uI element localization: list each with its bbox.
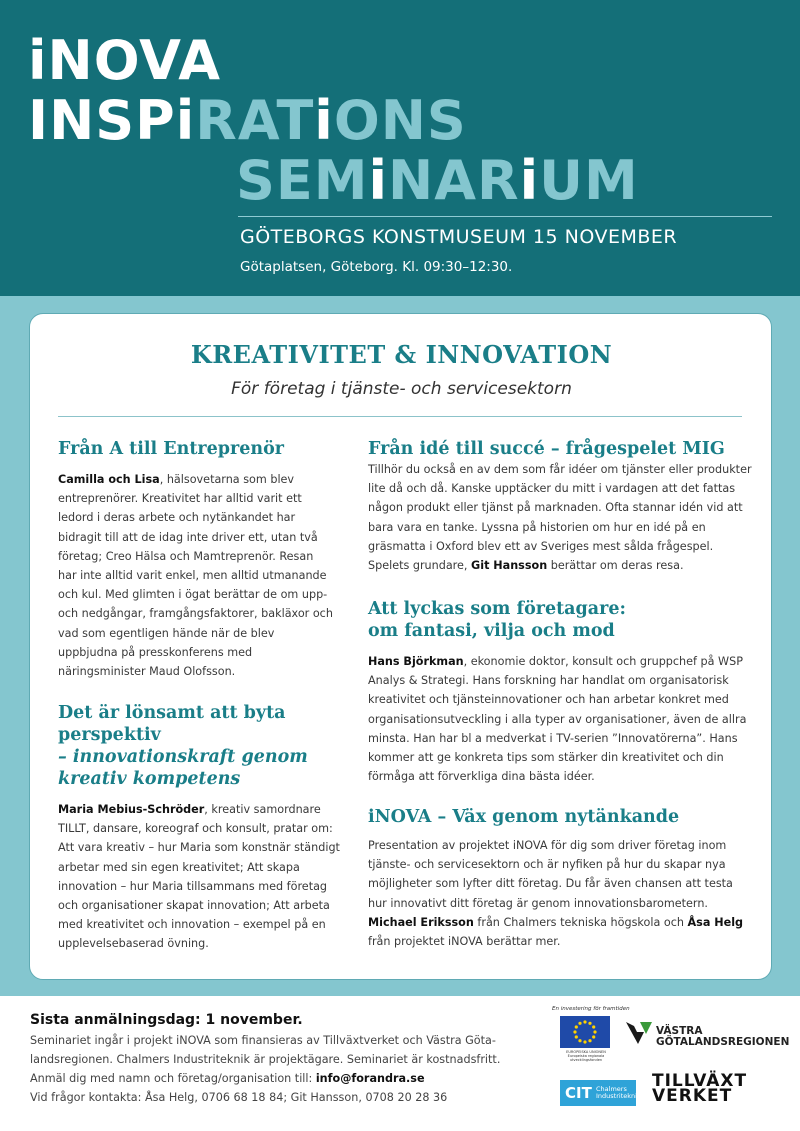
vgr-line: VÄSTRA: [656, 1025, 703, 1037]
title-line-seminarium: [236, 149, 639, 212]
footer-line: Vid frågor kontakta: Åsa Helg, 0706 68 18 84; Git Hansson, 0708 20 28 36: [30, 1091, 448, 1104]
section-body: [58, 800, 342, 954]
logo-caption: En investering för framtiden: [552, 1006, 630, 1012]
header-band: [0, 0, 800, 296]
title-nova: NOVA: [47, 29, 222, 92]
registration-deadline: Sista anmälningsdag: 1 november.: [30, 1012, 303, 1028]
vgr-line: GÖTALANDSREGIONEN: [656, 1036, 790, 1048]
section-heading: Från A till Entreprenör: [58, 439, 284, 459]
heading-line: kreativ kompetens: [58, 769, 241, 789]
cit-line: Industriteknik: [596, 1092, 641, 1100]
footer-line: Seminariet ingår i projekt iNOVA som finansieras av Tillväxtverket och Västra Göta-: [30, 1034, 496, 1047]
section-text: från Chalmers tekniska högskola och: [473, 915, 688, 929]
title-frag: ONS: [333, 89, 467, 152]
speaker-name: Maria Mebius-Schröder: [58, 803, 205, 816]
section-text: , hälsovetarna som blev entreprenörer. Kreativitet har alltid varit ett ledord i deras arbete och nytänkandet har bidragit till att de idag inte driver ett, utan två företag; Creo Hälsa och Mamtreprenör. Resan har inte alltid varit enkel, men alltid utmanande och kul. Med glimten i ögat berättar de om upp- och nedgångar, framgångsfaktorer, bakläxor och vad som egentligen hände när de blev uppbjudna på presskonferens med näringsminister Maud Olofsson.: [58, 473, 333, 679]
card-subtitle: För företag i tjänste- och servicesektorn: [231, 379, 572, 399]
card-divider: [58, 416, 742, 417]
title-frag: UM: [539, 149, 639, 212]
footer-line: landsregionen. Chalmers Industriteknik är projektägare. Seminariet är kostnadsfritt.: [30, 1053, 501, 1066]
cit-logo-text: [596, 1086, 641, 1100]
section-text: berättar om deras resa.: [547, 559, 684, 573]
section-text: från projektet iNOVA berättar mer.: [368, 935, 561, 949]
eu-logo-text: EUROPEISKA UNIONEN Europeiska regionala utvecklingsfonden: [566, 1050, 606, 1062]
heading-line: om fantasi, vilja och mod: [368, 621, 615, 641]
cit-line: Chalmers: [596, 1085, 627, 1093]
footer-text: Anmäl dig med namn och företag/organisation till:: [30, 1072, 316, 1085]
title-frag: NAR: [388, 149, 520, 212]
card-title: KREATIVITET & INNOVATION: [190, 340, 613, 369]
section-heading: iNOVA – Väx genom nytänkande: [368, 807, 680, 827]
venue-date: GÖTEBORGS KONSTMUSEUM 15 NOVEMBER: [240, 226, 678, 248]
speaker-name: Git Hansson: [471, 559, 548, 573]
title-i: i: [28, 29, 48, 92]
tv-line: TILLVÄXT: [652, 1071, 748, 1091]
email-link[interactable]: info@forandra.se: [315, 1072, 425, 1085]
speaker-name: Michael Eriksson: [368, 915, 474, 929]
vgr-logo-icon: [624, 1018, 654, 1048]
heading-line: Det är lönsamt att byta: [58, 703, 286, 723]
section-text: Presentation av projektet iNOVA för dig som driver företag inom tjänste- och servicesektorn och är nyfiken på hur du skapar nya möjligheter som lyfter ditt företag. Du får även chansen att testa hur innovativt ditt företag är genom innovationsbarometern.: [368, 839, 733, 910]
section-body: [368, 836, 752, 951]
footer-line: [30, 1072, 425, 1085]
title-frag: RAT: [195, 89, 315, 152]
header-divider: [238, 216, 772, 217]
heading-line: Att lyckas som företagare:: [368, 599, 626, 619]
eu-stars-icon: [560, 1016, 610, 1048]
section-text: , kreativ samordnare TILLT, dansare, koreograf och konsult, pratar om: Att vara kreativ – hur Maria som konstnär ständigt arbetar med sin egen kreativitet; Att skapa innovation – hur Maria tillsammans med företag och organisationer skapat innovation; Att arbeta med kreativitet och innovation – exempel på en upplevelsebaserad övning.: [58, 803, 340, 951]
title-line-inspirations: [28, 89, 467, 152]
eu-flag-icon: [560, 1016, 610, 1048]
section-heading: Från idé till succé – frågespelet MIG: [368, 439, 725, 459]
title-frag: I: [28, 89, 50, 152]
cit-logo-mark: CIT: [565, 1084, 592, 1102]
footer: [0, 996, 800, 1131]
speaker-name: Hans Björkman: [368, 655, 464, 668]
address-time: Götaplatsen, Göteborg. Kl. 09:30–12:30.: [240, 259, 513, 275]
title-frag: i: [175, 89, 196, 152]
section-heading: [58, 702, 338, 790]
heading-line: – innovationskraft genom: [58, 747, 308, 767]
title-frag: i: [368, 149, 389, 212]
title-frag: i: [519, 149, 540, 212]
speaker-name: Camilla och Lisa: [58, 473, 160, 486]
section-body: [58, 470, 334, 681]
title-frag: i: [314, 89, 334, 152]
tv-line: VERKET: [652, 1086, 733, 1106]
section-heading: [368, 598, 752, 642]
program-card: [29, 313, 772, 980]
section-body: [368, 652, 752, 786]
section-text: Tillhör du också en av dem som får idéer om tjänster eller produkter lite då och då. Kanske upptäcker du mitt i vardagen att det fattas någon produkt eller tjänst på marknaden. Ofta stannar idén vid att bara vara en tanke. Lyssna på historien om hur en idé på en gräsmatta i Oxford blev ett av Sveriges mest sålda frågespel. Spelets grundare,: [368, 463, 752, 573]
title-line-inova: [28, 29, 222, 92]
heading-line: perspektiv: [58, 725, 161, 745]
tillvaxtverket-logo: [652, 1071, 748, 1106]
vgr-logo-text: [656, 1026, 789, 1048]
section-text: , ekonomie doktor, konsult och gruppchef på WSP Analys & Strategi. Hans forskning har handlat om organisatorisk kreativitet och tjänsteinnovationer och han arbetar konkret med organisationsutveckling i alla typer av organisationer, även de allra minsta. Han har bl a medverkat i TV-serien ”Innovatörerna”. Hans kommer att ge konkreta tips som stärker din kreativitet och din förmåga att förverkliga dina bästa idéer.: [368, 655, 747, 784]
title-frag: SEM: [236, 149, 369, 212]
section-body: [368, 460, 752, 575]
speaker-name: Åsa Helg: [687, 915, 744, 929]
title-frag: NSP: [49, 89, 176, 152]
